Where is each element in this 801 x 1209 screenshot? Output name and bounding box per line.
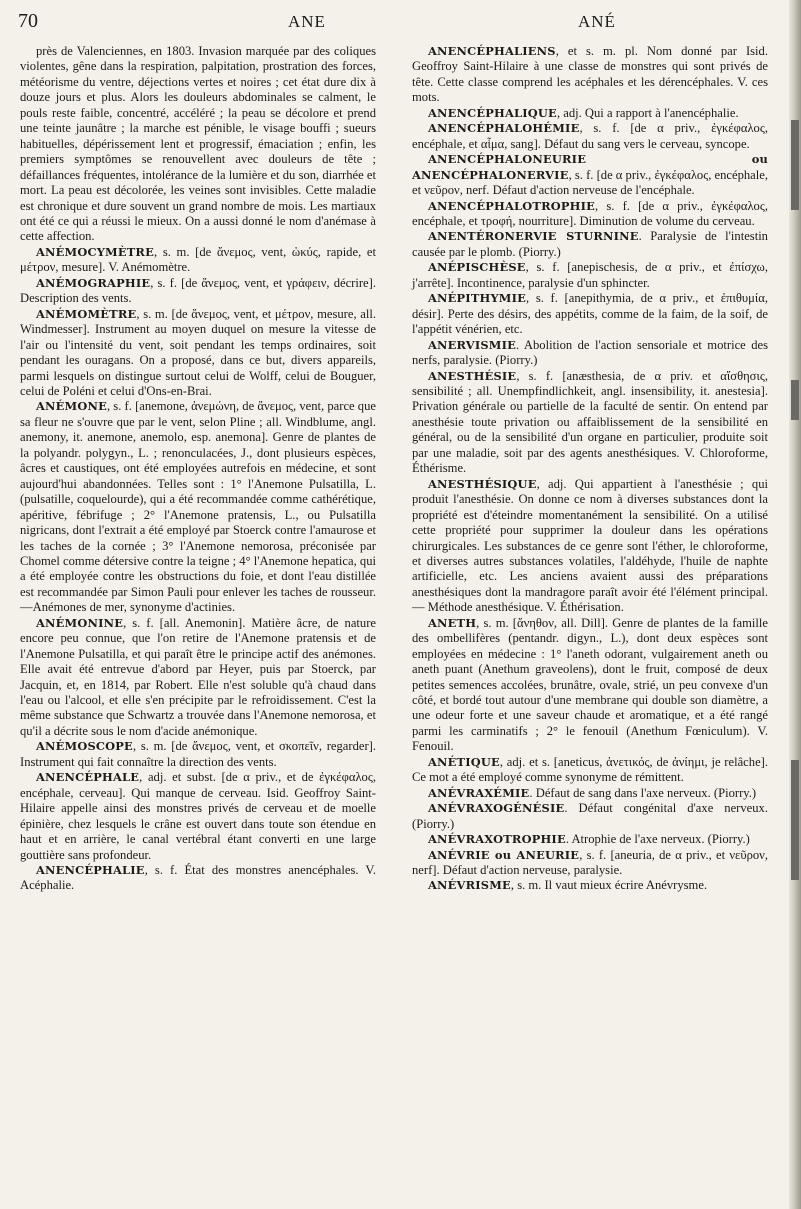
dictionary-entry: ANÉMONINE, s. f. [all. Anemonin]. Matière âcre, de nature encore peu connue, que l'on retire de l'Anemone pratensis et de l'Anemone Pulsatilla, et qui paraît être le principe actif des anémones. Elle avait été entrevue d'abord par Heyer, puis par Stoerck, par Jacquin, et, en 1814, par Robert. Elle n'est soluble qu'à chaud dans l'eau ou l'alcool, et elle s'en précipite par le refroidissement. C'est la même substance que Schwartz a trouvée dans l'Anemone nemorosa, et qu'il a décrite sous le nom d'acide anémonique. — [20, 615, 376, 738]
entry-headword: ANENCÉPHALONEURIE ou ANENCÉPHALONERVIE — [412, 152, 768, 182]
entry-headword: ANÉVRIE ou ANEURIE — [428, 847, 580, 862]
entry-continuation: près de Valenciennes, en 1803. Invasion marquée par des coliques violentes, gêne dans la respiration, palpitation, prostration des forces, météorisme du ventre, déjections vertes et noires ; cet état dure dix à douze jours et plus. Alors les douleurs abdominales se calment, le pouls reste faible, concentré, accéléré ; la peau se décolore et prend une teinte jaunâtre ; la marche est pénible, le visage bouffi ; sueurs habituelles, dépérissement lent et progressif, émaciation ; enfin, les premiers symptômes se renouvellent avec douleurs de tête ; défaillances fréquentes, intolérance de la lumière et du son, diarrhée et mort. La peau est décolorée, les veines sont invisibles. Cette maladie est chronique et dure souvent un grand nombre de mois. Les martiaux ont été ce qui a réussi le mieux. On a aussi donné le nom d'anémase à cette affection. — [20, 44, 376, 244]
entry-headword: ANETH — [428, 615, 477, 630]
dictionary-entry: ANENCÉPHALE, adj. et subst. [de α priv., et de ἐγκέφαλος, encéphale, cerveau]. Qui manque de cerveau. Isid. Geoffroy Saint-Hilaire appelle ainsi des monstres privés de cerveau et de moelle épinière, chez lesquels le crâne est ouvert dans toute son étendue en haut et en arrière, le canal vertébral étant converti en une large gouttière sans profondeur. — [20, 770, 376, 862]
entry-headword: ANENCÉPHALIQUE — [428, 105, 557, 120]
entry-headword: ANESTHÉSIE — [428, 368, 517, 383]
edge-shadow — [791, 380, 799, 420]
entry-headword: ANÉMOSCOPE — [36, 739, 133, 754]
entry-headword: ANENCÉPHALE — [36, 770, 140, 785]
dictionary-entry: ANÉVRIE ou ANEURIE, s. f. [aneuria, de α priv., et νεῦρον, nerf]. Défaut d'action nerveuse, paralysie. — [412, 847, 769, 878]
book-page-edge — [789, 0, 801, 1209]
entry-headword: ANÉMOGRAPHIE — [36, 275, 151, 290]
entry-headword: ANÉVRAXÉMIE — [428, 785, 530, 800]
entry-headword: ANENCÉPHALIENS — [428, 44, 556, 58]
dictionary-entry: ANÉPISCHÈSE, s. f. [anepischesis, de α priv., et ἐπίσχω, j'arrête]. Incontinence, paralysie d'un sphincter. — [412, 260, 768, 290]
dictionary-entry: ANERVISMIE. Abolition de l'action sensoriale et motrice des nerfs, paralysie. (Piorry.) — [412, 337, 768, 368]
entry-headword: ANÉMOMÈTRE — [36, 306, 137, 321]
dictionary-entry: ANESTHÉSIE, s. f. [anæsthesia, de α priv. et αἴσθησις, sensibilité ; all. Unempfindlichkeit, angl. insensibility, it. anestesia]. Privation générale ou partielle de la faculté de sentir. On entend par anesthésie toute privation ou affaiblissement de la sensibilité en général, ou de la sensibilité d'un organe en particulier, produite soit par une maladie, soit par des agents anesthésiques. V. Chloroforme, Éthérisme. — [412, 368, 768, 476]
entry-headword: ANÉMONE — [36, 399, 107, 414]
dictionary-entry: ANÉTIQUE, adj. et s. [aneticus, ἀνετικός, de ἀνίημι, je relâche]. Ce mot a été employé comme synonyme de rémittent. — [412, 754, 768, 785]
entry-headword: ANÉPITHYMIE — [428, 291, 527, 306]
dictionary-entry: ANENCÉPHALIE, s. f. État des monstres anencéphales. V. Acéphalie. — [20, 863, 376, 893]
dictionary-entry: ANÉMOSCOPE, s. m. [de ἄνεμος, vent, et σκοπεῖν, regarder]. Instrument qui fait connaître la direction des vents. — [20, 739, 376, 769]
running-head-right: ANÉ — [578, 12, 616, 31]
entry-headword: ANESTHÉSIQUE — [428, 476, 537, 491]
entry-headword: ANÉVRAXOTROPHIE — [428, 832, 566, 847]
dictionary-entry: ANÉVRAXÉMIE. Défaut de sang dans l'axe nerveux. (Piorry.) — [428, 785, 757, 800]
dictionary-entry: ANENTÉRONERVIE STURNINE. Paralysie de l'intestin causée par le plomb. (Piorry.) — [412, 229, 768, 259]
running-head-left: ANE — [288, 12, 326, 31]
edge-shadow — [791, 120, 799, 210]
page-header — [18, 10, 781, 36]
dictionary-entry: ANÉMOMÈTRE, s. m. [de ἄνεμος, vent, et μέτρον, mesure, all. Windmesser]. Instrument au moyen duquel on mesure la vitesse de l'air ou l'intensité du vent, soit pendant les temps ordinaires, soit pendant les ouragans. On a proposé, dans ce but, divers appareils, parmi lesquels on distingue surtout celui de Wolff, celui de Bouguer, celui de Poléni et celui d'Ons-en-Brai. — [20, 306, 376, 398]
dictionary-entry: ANÉVRAXOGÉNÉSIE. Défaut congénital d'axe nerveux. (Piorry.) — [412, 801, 768, 831]
entry-headword: ANENCÉPHALOHÉMIE — [428, 121, 580, 136]
page-number: 70 — [18, 10, 38, 32]
dictionary-entry: ANETH, s. m. [ἄνηθον, all. Dill]. Genre de plantes de la famille des ombellifères (pentandr. digyn., L.), dont deux espèces sont employées en médecine : 1° l'aneth odorant, vulgairement aneth ou aneth puant (Anethum graveolens), dont le fruit, composé de deux petites semences accolées, brunâtre, ovale, strié, un peu convexe d'un côté, et bordé tout autour d'une membrane qui double son diamètre, a une odeur forte et une saveur chaude et aromatique, et a été rangé parmi les carminatifs ; 2° le fenouil (Anethum Fœniculum). V. Fenouil. — [412, 615, 768, 754]
edge-shadow — [791, 760, 799, 880]
entry-headword: ANÉVRAXOGÉNÉSIE — [428, 801, 565, 816]
dictionary-entry: ANÉPITHYMIE, s. f. [anepithymia, de α priv., et ἐπιθυμία, désir]. Perte des désirs, des appétits, comme de la faim, de la soif, de l'appétit vénérien, etc. — [412, 291, 768, 337]
dictionary-entry: ANÉMOCYMÈTRE, s. m. [de ἄνεμος, vent, ὠκύς, rapide, et μέτρον, mesure]. V. Anémomètre. — [20, 244, 376, 275]
dictionary-entry: ANENCÉPHALIENS, et s. m. pl. Nom donné par Isid. Geoffroy Saint-Hilaire à une classe de monstres qui sont privés de tête. Cette classe comprend les acéphales et les dérencéphales. V. ces mots. — [412, 44, 768, 105]
entry-headword: ANÉTIQUE — [428, 754, 500, 769]
dictionary-entry: ANENCÉPHALIQUE, adj. Qui a rapport à l'anencéphalie. — [428, 105, 739, 120]
dictionary-entry: ANÉVRAXOTROPHIE. Atrophie de l'axe nerveux. (Piorry.) — [428, 832, 750, 847]
dictionary-entry: ANÉVRISME, s. m. Il vaut mieux écrire Anévrysme. — [428, 878, 708, 893]
entry-headword: ANÉMONINE — [36, 615, 124, 630]
dictionary-entry: ANENCÉPHALOTROPHIE, s. f. [de α priv., ἐγκέφαλος, encéphale, et τροφή, nourriture]. Diminution de volume du cerveau. — [412, 198, 768, 228]
entry-headword: ANENCÉPHALIE — [36, 863, 145, 878]
entry-headword: ANÉPISCHÈSE — [428, 260, 526, 275]
dictionary-entry: ANENCÉPHALOHÉMIE, s. f. [de α priv., ἐγκέφαλος, encéphale, et αἷμα, sang]. Défaut du sang vers le cerveau, syncope. — [412, 121, 768, 151]
entry-headword: ANENTÉRONERVIE STURNINE — [428, 229, 639, 244]
entry-headword: ANÉVRISME — [428, 878, 511, 893]
dictionary-entry: ANÉMONE, s. f. [anemone, ἀνεμώνη, de ἄνεμος, vent, parce que sa fleur ne s'ouvre que par le vent, selon Pline ; all. Windblume, angl. anemony, it. anemone, anemolo, esp. anemona]. Genre de plantes de la polyandr. polygyn., L. ; renonculacées, J., dont plusieurs espèces, âcres et caustiques, ont été employées autrefois en médecine, et sont aujourd'hui abandonnées. Telles sont : 1° l'Anemone Pulsatilla, L. (pulsatille, coquelourde), qui a été recommandée comme cathérétique, apéritive, fébrifuge ; 2° l'Anemone pratensis, L., ou Pulsatilla nigricans, dont l'extrait a été employé par Stoerck contre l'amaurose et les taches de la cornée ; 3° l'Anemone nemorosa, préconisée par Chomel comme détersive contre la teigne ; 4° l'Anemone hepatica, qui a été employée contre les obstructions du foie, et dont l'eau distillée est recommandée par Simon Pauli pour enlever les taches de rousseur. —Anémones de mer, synonyme d'actinies. — [20, 399, 376, 615]
right-column — [412, 44, 768, 894]
left-column — [20, 44, 376, 894]
dictionary-entry: ANENCÉPHALONEURIE ou ANENCÉPHALONERVIE, s. f. [de α priv., ἐγκέφαλος, encéphale, et νεῦρον, nerf. Défaut d'action nerveuse de l'encéphale. — [412, 152, 768, 198]
entry-headword: ANENCÉPHALOTROPHIE — [428, 198, 595, 213]
dictionary-entry: ANÉMOGRAPHIE, s. f. [de ἄνεμος, vent, et γράφειν, décrire]. Description des vents. — [20, 275, 376, 306]
dictionary-entry: ANESTHÉSIQUE, adj. Qui appartient à l'anesthésie ; qui produit l'anesthésie. On donne ce nom à diverses substances dont la propriété est d'éteindre momentanément la sensibilité. On a utilisé cette propriété pour supprimer la douleur dans les opérations chirurgicales. Les substances de ce genre sont l'éther, le chloroforme, et diverses autres substances volatiles, l'aldéhyde, l'huile de naphte artificielle, etc. Les anciens avaient aussi des préparations anesthésiques dont la mandragore paraît avoir été l'élément principal. — Méthode anesthésique. V. Éthérisation. — [412, 476, 768, 615]
entry-headword: ANÉMOCYMÈTRE — [36, 244, 154, 259]
entry-headword: ANERVISMIE — [428, 337, 517, 352]
